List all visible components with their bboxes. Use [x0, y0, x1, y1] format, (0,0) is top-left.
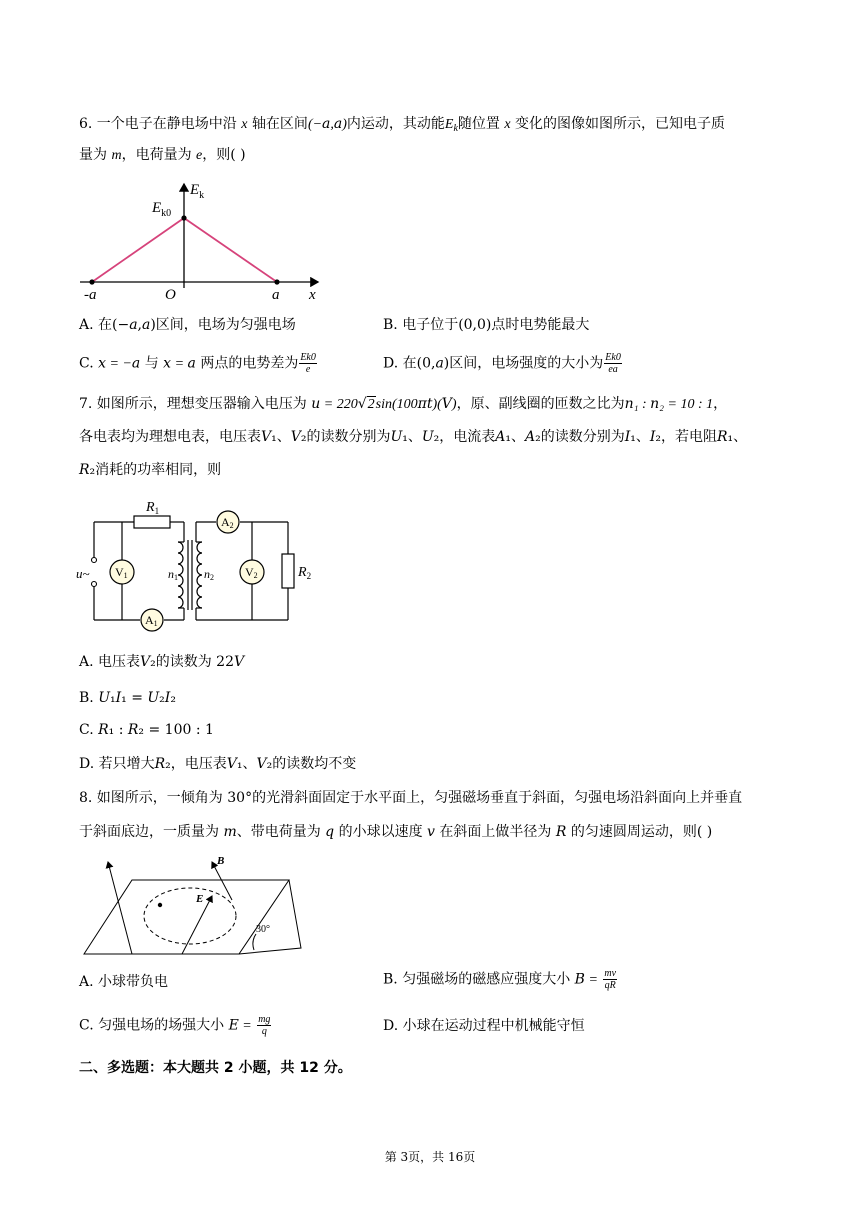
point-right	[274, 279, 279, 284]
q8-option-b: B. 匀强磁场的磁感应强度大小 𝐵 = $\frac{mv}{qR}$	[383, 968, 617, 991]
incline-surface	[84, 880, 289, 954]
q8-stem-line2: 于斜面底边，一质量为 𝑚、带电荷量为 𝑞 的小球以速度 𝑣 在斜面上做半径为 𝑅 的匀速圆周运动，则( )	[79, 824, 713, 840]
q6-stem-line2: 量为 m，电荷量为 e，则( )	[79, 147, 246, 163]
source-label: u~	[76, 566, 90, 581]
q6-option-c: C. 𝑥 = −𝑎 与 𝑥 = 𝑎 两点的电势差为 $\frac{Ek0}{e}$	[79, 352, 316, 375]
q7-option-a: A. 电压表𝑉₂的读数为 22𝑉	[79, 654, 245, 670]
q6-option-b: B. 电子位于(0,0)点时电势能最大	[383, 317, 590, 333]
r1-label: $R_1$	[146, 500, 160, 516]
q7-option-b: B. 𝑈₁𝐼₁ = 𝑈₂𝐼₂	[79, 690, 176, 706]
y-axis-label: $E_k$	[190, 182, 205, 201]
b-field-arrow-1	[108, 862, 132, 954]
resistor-r2	[282, 554, 294, 588]
source-terminal-bottom	[92, 582, 97, 587]
page-footer: 第 3页，共 16页	[384, 1150, 476, 1164]
origin-label: O	[165, 287, 176, 303]
resistor-r1	[134, 516, 170, 528]
peak-label: $E_{k0}$	[152, 200, 172, 219]
q6-option-a: A. 在(−𝑎,𝑎)区间，电场为匀强电场	[79, 317, 296, 333]
source-terminal-top	[92, 558, 97, 563]
point-left	[89, 279, 94, 284]
r2-label: $R_2$	[298, 565, 312, 581]
v2-label: V2	[245, 565, 258, 580]
q8-stem-line1: 8. 如图所示，一倾角为 30°的光滑斜面固定于水平面上，匀强磁场垂直于斜面，匀强电场沿斜面向上并垂直	[79, 790, 743, 806]
a1-label: A1	[145, 613, 158, 628]
q7-stem-line2: 各电表均为理想电表，电压表𝑉₁、𝑉₂的读数分别为𝑈₁、𝑈₂，电流表𝐴₁、𝐴₂的读数分别为𝐼₁、𝐼₂，若电阻𝑅₁、	[79, 429, 748, 445]
q7-stem-line3: 𝑅₂消耗的功率相同，则	[79, 462, 222, 478]
b-label: B	[217, 855, 225, 867]
b-field-arrow-2	[212, 862, 232, 900]
angle-arc	[253, 934, 256, 950]
q7-option-c: C. 𝑅₁ : 𝑅₂ = 100 : 1	[79, 722, 214, 738]
q8-option-a: A. 小球带负电	[79, 974, 169, 990]
n1-label: n1	[168, 567, 178, 582]
point-peak	[181, 215, 186, 220]
section-heading: 二、多选题：本大题共 2 小题，共 12 分。	[79, 1060, 352, 1076]
angle-label: 30°	[256, 924, 270, 935]
q6-stem-line1: 6. 一个电子在静电场中沿 x 轴在区间(−𝑎,𝑎)内运动，其动能$E_k$随位置 x 变化的图像如图所示，已知电子质	[79, 116, 726, 134]
q7-option-d: D. 若只增大𝑅₂，电压表𝑉₁、𝑉₂的读数均不变	[79, 756, 357, 772]
q7-circuit-diagram	[76, 496, 316, 636]
q8-option-c: C. 匀强电场的场强大小 𝐸 = $\frac{mg}{q}$	[79, 1014, 271, 1037]
e-label: E	[196, 893, 204, 905]
q8-incline-diagram	[84, 854, 304, 958]
right-tick-label: a	[272, 287, 280, 303]
q6-option-d: D. 在(0,𝑎)区间，电场强度的大小为 $\frac{Ek0}{ea}$	[383, 352, 621, 375]
q7-stem-line1: 7. 如图所示，理想变压器输入电压为 𝑢 = 220√2sin(100𝜋𝑡)(𝑉)，原、副线圈的匝数之比为𝑛₁ : 𝑛₂ = 10 : 1，	[79, 396, 728, 412]
x-axis-label: x	[309, 287, 316, 303]
q6-ek-graph	[80, 176, 330, 306]
circular-path	[144, 888, 236, 944]
a2-label: A2	[221, 515, 234, 530]
incline-side	[239, 880, 301, 954]
v1-label: V1	[115, 565, 128, 580]
q8-option-d: D. 小球在运动过程中机械能守恒	[383, 1018, 585, 1034]
left-tick-label: -a	[84, 287, 97, 303]
n2-label: n2	[204, 567, 214, 582]
ball	[158, 903, 162, 907]
